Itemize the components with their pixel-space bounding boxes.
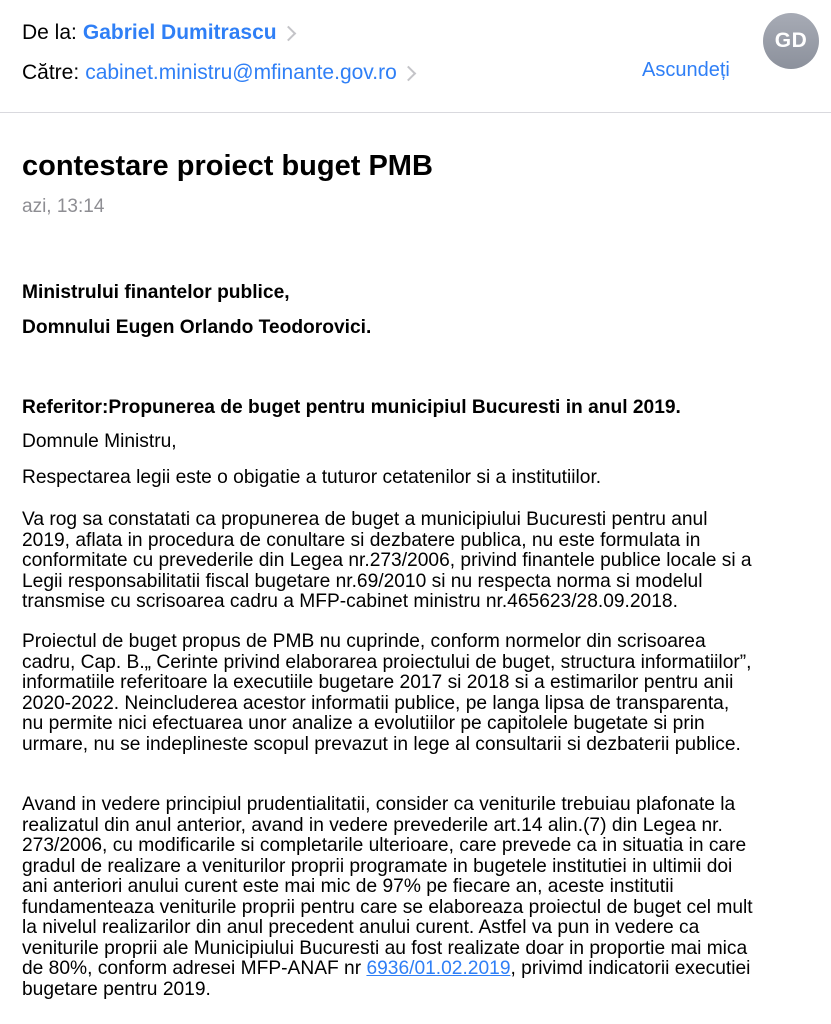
- mail-header: [0, 0, 831, 113]
- paragraph-line: 273/2006, cu modificarile si completarile ulterioare, care prevede ca in situatia in care: [22, 835, 747, 856]
- paragraph-line: nu permite nici efectuarea unor analize a evolutiilor pe capitolele bugetate si prin: [22, 713, 705, 734]
- paragraph-1: [22, 510, 822, 613]
- avatar-initials: GD: [774, 29, 808, 52]
- salutation-line: Domnului Eugen Orlando Teodorovici.: [22, 317, 372, 338]
- paragraph-line: cadru, Cap. B.„ Cerinte privind elaborarea proiectului de buget, structura informatiilor”,: [22, 651, 752, 673]
- paragraph-line: Va rog sa constatati ca propunerea de buget a municipiului Bucuresti pentru anul: [22, 509, 708, 530]
- to-row: [22, 56, 414, 90]
- document-link[interactable]: 6936/01.02.2019: [366, 958, 511, 979]
- paragraph-line: la nivelul realizarilor din anul precedent anului curent. Astfel va pun in vedere ca: [22, 917, 700, 938]
- paragraph-text: de 80%, conform adresei MFP-ANAF nr: [22, 958, 367, 979]
- paragraph-line: ani anteriori anului curent este mai mic de 97% pe fiecare an, aceste institutii: [22, 876, 674, 897]
- paragraph-line: informatiile referitoare la executiile bugetare 2017 si 2018 si a estimarilor pentru anii: [22, 672, 734, 693]
- paragraph-2: [22, 632, 822, 755]
- to-label: Către:: [22, 61, 80, 84]
- paragraph-line: fundamenteaza veniturile proprii pentru care se elaboreaza proiectul de buget cel mult: [22, 896, 753, 918]
- hide-details-button[interactable]: Ascundeți: [642, 59, 730, 81]
- paragraph-line: realizatul din anul anterior, avand in vedere prevederile art.14 alin.(7) din Legea nr.: [22, 814, 723, 836]
- intro-line: Respectarea legii este o obigatie a tuturor cetatenilor si a institutiilor.: [22, 467, 602, 488]
- paragraph-line: veniturile proprii ale Municipiului Bucuresti au fost realizate doar in proportie mai mica: [22, 937, 748, 959]
- paragraph-line: 2020-2022. Neincluderea acestor informatii publice, pe langa lipsa de transparenta,: [22, 692, 730, 714]
- message-subject: contestare proiect buget PMB: [22, 150, 433, 182]
- from-row: [22, 16, 294, 50]
- chevron-right-icon[interactable]: [280, 26, 296, 42]
- paragraph-line: Legii responsabilitatii fiscal bugetare nr.69/2010 si nu respecta norma si modelul: [22, 570, 703, 592]
- paragraph-3: [22, 795, 822, 1000]
- paragraph-line: Proiectul de buget propus de PMB nu cuprinde, conform normelor din scrisoarea: [22, 631, 706, 652]
- paragraph-line: 2019, aflata in procedura de conultare si dezbatere publica, nu este formulata in: [22, 529, 701, 551]
- greeting-line: Domnule Ministru,: [22, 431, 177, 452]
- paragraph-line: gradul de realizare a veniturilor proprii programate in bugetele institutiei in ultimii doi: [22, 855, 733, 877]
- chevron-right-icon[interactable]: [400, 66, 416, 82]
- paragraph-line: [22, 959, 822, 980]
- paragraph-text: , privimd indicatorii executiei: [510, 958, 751, 979]
- recipient-email[interactable]: cabinet.ministru@mfinante.gov.ro: [85, 61, 397, 84]
- salutation-line: Ministrului finantelor publice,: [22, 282, 290, 303]
- paragraph-line: conformitate cu prevederile din Legea nr.273/2006, privind finantele publice locale si a: [22, 550, 752, 571]
- sender-name[interactable]: Gabriel Dumitrascu: [82, 21, 277, 44]
- avatar[interactable]: [763, 13, 819, 69]
- from-label: De la:: [22, 21, 77, 44]
- message-date: azi, 13:14: [22, 196, 105, 217]
- paragraph-line: Avand in vedere principiul prudentialitatii, consider ca veniturile trebuiau plafonate la: [22, 794, 736, 815]
- paragraph-line: urmare, nu se indeplineste scopul prevazut in lege al consultarii si dezbaterii publice.: [22, 733, 741, 755]
- paragraph-line: transmise cu scrisoarea cadru a MFP-cabinet ministru nr.465623/28.09.2018.: [22, 591, 678, 612]
- reference-line: Referitor:Propunerea de buget pentru municipiul Bucuresti in anul 2019.: [22, 397, 681, 418]
- paragraph-line: bugetare pentru 2019.: [22, 978, 211, 1000]
